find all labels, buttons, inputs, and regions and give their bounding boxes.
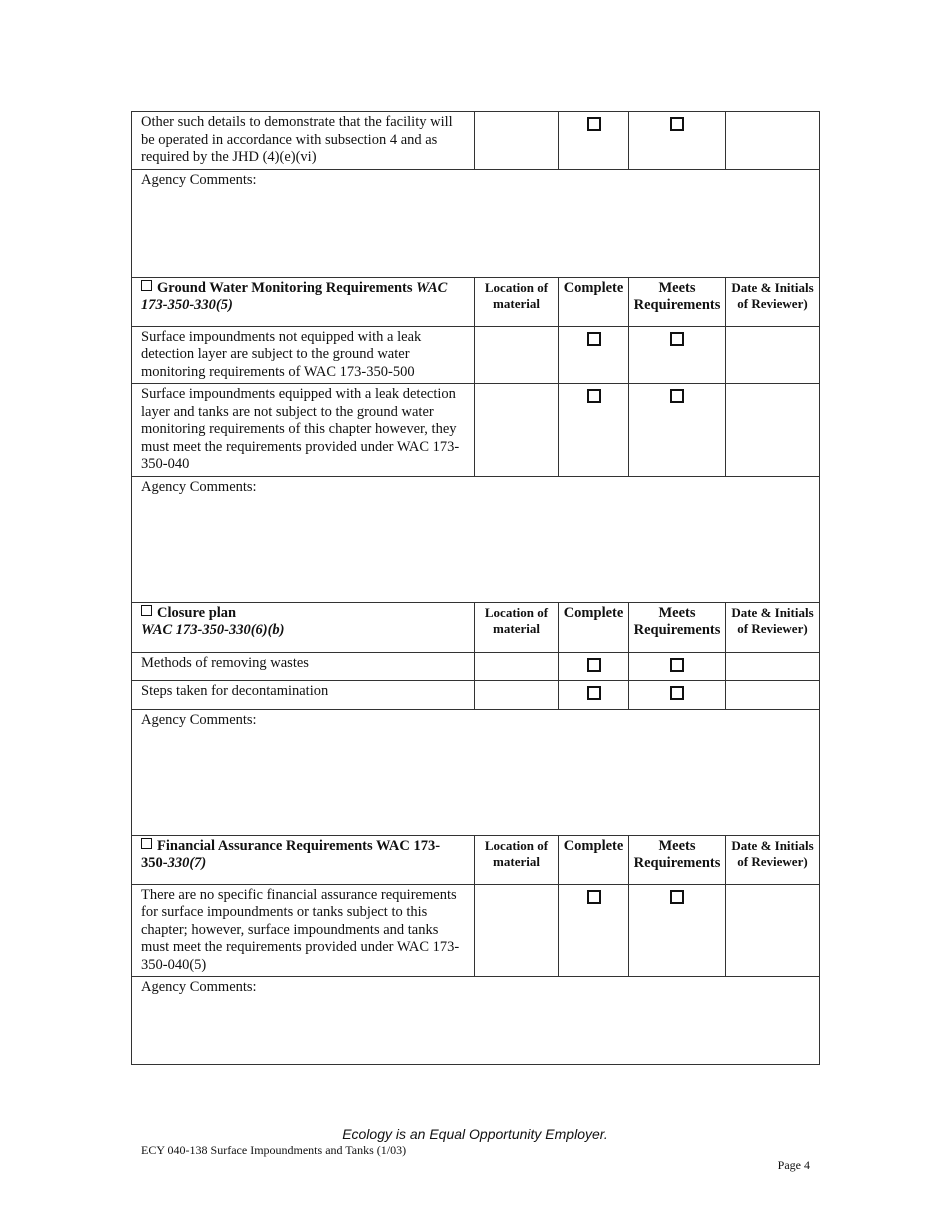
complete-cell: [559, 652, 629, 681]
requirement-text: There are no specific financial assurance requirements for surface impoundments or tanks subject to this chapter; however, surface impoundments and tanks must meet the requirements provided under WAC 173-350-040(5): [132, 884, 475, 977]
checklist-table: [131, 111, 820, 1065]
meets-checkbox[interactable]: [670, 332, 684, 346]
complete-cell: [559, 112, 629, 170]
date-initials-cell[interactable]: [726, 384, 820, 477]
location-cell[interactable]: [475, 884, 559, 977]
requirement-text: Methods of removing wastes: [132, 652, 475, 681]
complete-checkbox[interactable]: [587, 117, 601, 131]
meets-checkbox[interactable]: [670, 658, 684, 672]
date-initials-cell[interactable]: [726, 112, 820, 170]
agency-comments-label: Agency Comments:: [141, 711, 257, 728]
meets-cell: [629, 326, 726, 384]
complete-checkbox[interactable]: [587, 686, 601, 700]
agency-comments-row: [132, 476, 820, 602]
col-header-date: Date & Initials of Reviewer): [726, 277, 820, 326]
agency-comments-field[interactable]: [132, 169, 820, 277]
col-header-location: Location of material: [475, 277, 559, 326]
page-number: [778, 1158, 810, 1173]
date-initials-cell[interactable]: [726, 884, 820, 977]
col-header-location: Location of material: [475, 835, 559, 884]
col-header-complete: Complete: [559, 835, 629, 884]
complete-checkbox[interactable]: [587, 389, 601, 403]
agency-comments-field[interactable]: [132, 476, 820, 602]
complete-checkbox[interactable]: [587, 658, 601, 672]
page-number-value: 4: [804, 1158, 810, 1172]
section-title: Financial Assurance Requirements WAC 173-350-330(7): [132, 835, 475, 884]
col-header-complete: Complete: [559, 602, 629, 652]
agency-comments-row: [132, 709, 820, 835]
meets-checkbox[interactable]: [670, 117, 684, 131]
section-checkbox[interactable]: [141, 280, 152, 291]
equal-opportunity-statement: Ecology is an Equal Opportunity Employer.: [342, 1126, 608, 1142]
meets-cell: [629, 681, 726, 710]
section-title: Closure plan WAC 173-350-330(6)(b): [132, 602, 475, 652]
agency-comments-label: Agency Comments:: [141, 171, 257, 188]
col-header-meets: Meets Requirements: [629, 277, 726, 326]
table-row: [132, 681, 820, 710]
location-cell[interactable]: [475, 652, 559, 681]
page-label: Page: [777, 1158, 801, 1172]
complete-checkbox[interactable]: [587, 332, 601, 346]
meets-cell: [629, 884, 726, 977]
complete-cell: [559, 884, 629, 977]
section-header-groundwater: [132, 277, 820, 326]
location-cell[interactable]: [475, 112, 559, 170]
col-header-complete: Complete: [559, 277, 629, 326]
agency-comments-field[interactable]: [132, 709, 820, 835]
table-row: [132, 326, 820, 384]
section-checkbox[interactable]: [141, 838, 152, 849]
meets-cell: [629, 652, 726, 681]
meets-checkbox[interactable]: [670, 890, 684, 904]
section-header-financial-assurance: [132, 835, 820, 884]
complete-cell: [559, 326, 629, 384]
table-row: [132, 384, 820, 477]
table-row: [132, 112, 820, 170]
meets-cell: [629, 112, 726, 170]
requirement-text: Steps taken for decontamination: [132, 681, 475, 710]
date-initials-cell[interactable]: [726, 326, 820, 384]
col-header-location: Location of material: [475, 602, 559, 652]
meets-checkbox[interactable]: [670, 686, 684, 700]
complete-cell: [559, 384, 629, 477]
col-header-date: Date & Initials of Reviewer): [726, 602, 820, 652]
date-initials-cell[interactable]: [726, 652, 820, 681]
location-cell[interactable]: [475, 681, 559, 710]
col-header-date: Date & Initials of Reviewer): [726, 835, 820, 884]
location-cell[interactable]: [475, 326, 559, 384]
agency-comments-label: Agency Comments:: [141, 478, 257, 495]
section-header-closure-plan: [132, 602, 820, 652]
agency-comments-field[interactable]: [132, 977, 820, 1065]
table-row: [132, 652, 820, 681]
date-initials-cell[interactable]: [726, 681, 820, 710]
agency-comments-label: Agency Comments:: [141, 979, 257, 995]
section-title: Ground Water Monitoring Requirements WAC 173-350-330(5): [132, 277, 475, 326]
table-row: [132, 884, 820, 977]
requirement-text: Other such details to demonstrate that the facility will be operated in accordance with subsection 4 and as required by the JHD (4)(e)(vi): [132, 112, 475, 170]
form-identifier: ECY 040-138 Surface Impoundments and Tanks (1/03): [141, 1143, 407, 1157]
meets-checkbox[interactable]: [670, 389, 684, 403]
col-header-meets: Meets Requirements: [629, 835, 726, 884]
requirement-text: Surface impoundments equipped with a leak detection layer and tanks are not subject to the ground water monitoring requirements of this chapter however, they must meet the requirements provided under WAC 173-350-040: [132, 384, 475, 477]
meets-cell: [629, 384, 726, 477]
requirement-text: Surface impoundments not equipped with a leak detection layer are subject to the ground water monitoring requirements of WAC 173-350-500: [132, 326, 475, 384]
location-cell[interactable]: [475, 384, 559, 477]
complete-checkbox[interactable]: [587, 890, 601, 904]
col-header-meets: Meets Requirements: [629, 602, 726, 652]
agency-comments-row: [132, 977, 820, 1065]
agency-comments-row: [132, 169, 820, 277]
complete-cell: [559, 681, 629, 710]
section-checkbox[interactable]: [141, 605, 152, 616]
